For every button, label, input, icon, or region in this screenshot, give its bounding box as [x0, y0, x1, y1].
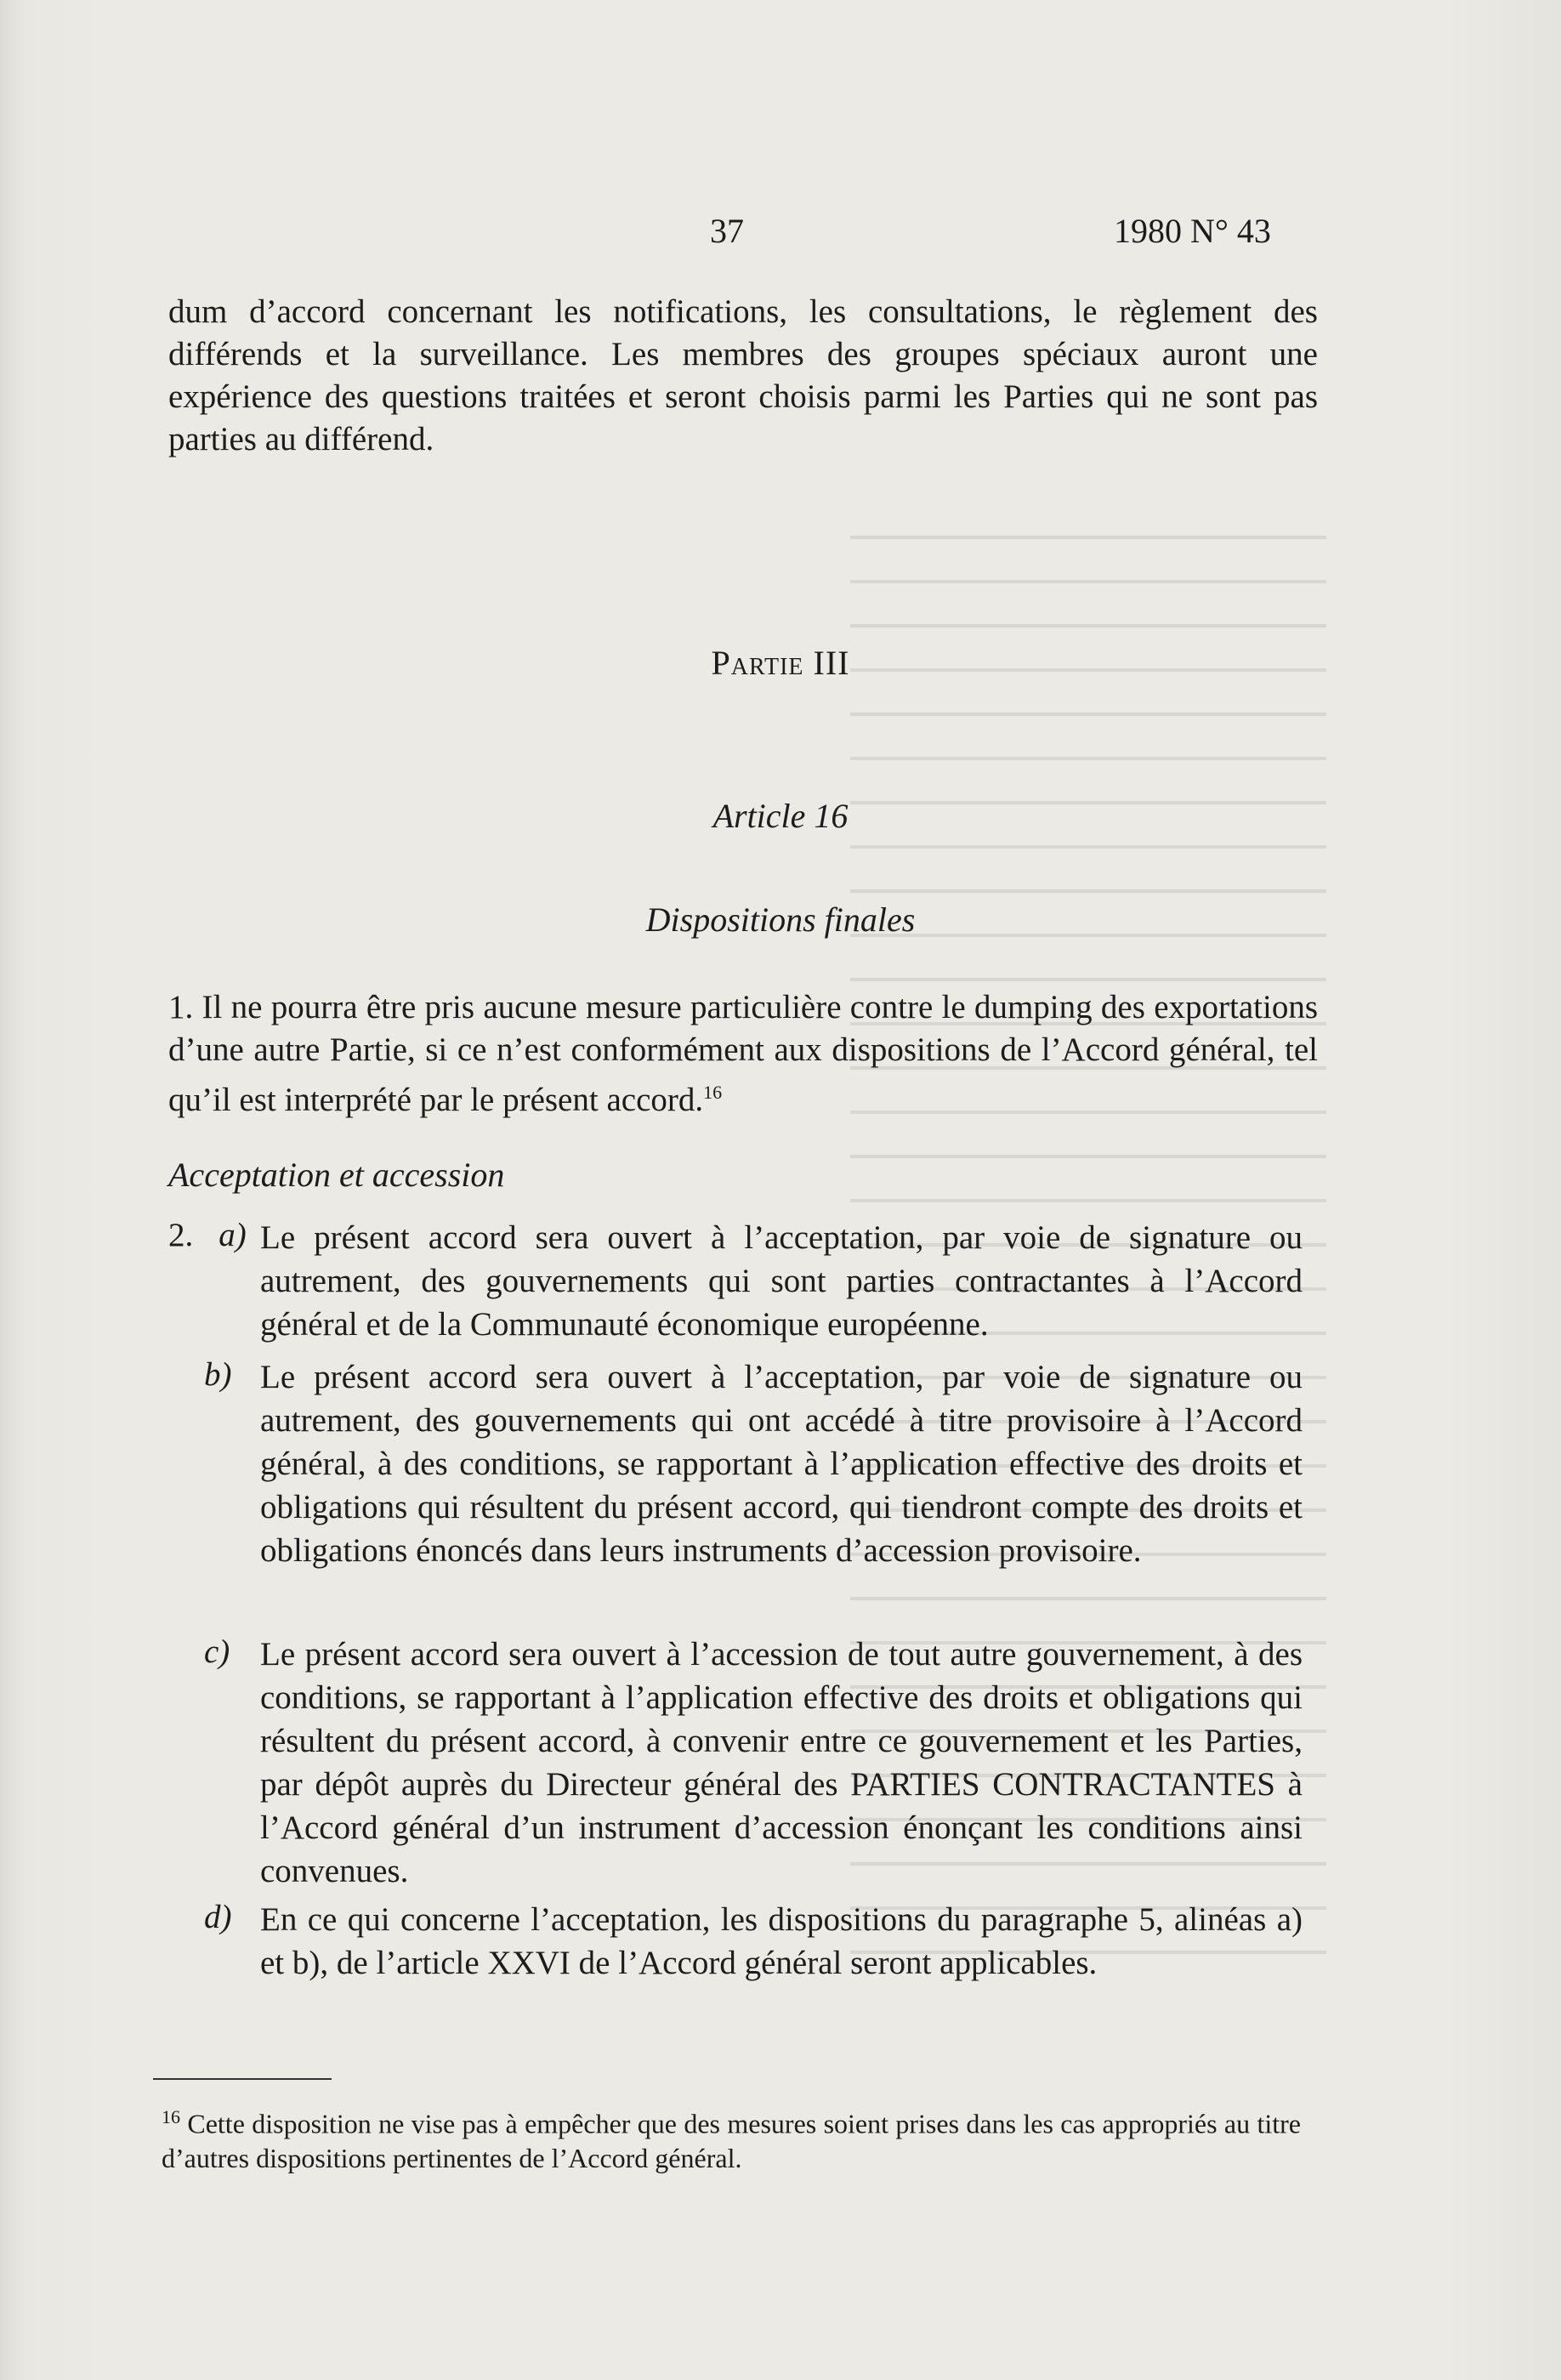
item-text: Le présent accord sera ouvert à l’accession de tout autre gouvernement, à des conditions, se rapportant à l’application effective des droits et obligations qui résultent du présent accord, à convenir entre ce gouvernement et les Parties, par dépôt auprès du Directeur général des PARTIES CONTRACTANTES à l’Accord général d’un instrument d’accession énonçant les conditions ainsi convenues. — [260, 1636, 1303, 1889]
paragraph-1 — [168, 986, 1318, 1122]
footnote-text: Cette disposition ne vise pas à empêcher que des mesures soient prises dans les cas appropriés au titre d’autres dispositions pertinentes de l’Accord général. — [162, 2108, 1302, 2173]
document-reference: 1980 N° 43 — [1114, 212, 1271, 250]
paragraph-1-text: Il ne pourra être pris aucune mesure particulière contre le dumping des exportations d’une autre Partie, si ce n’est conformément aux dispositions de l’Accord général, tel qu’il est interprété par le présent accord. — [168, 989, 1318, 1118]
paragraph-number: 1. — [168, 989, 194, 1025]
item-letter: b) — [204, 1356, 232, 1393]
footnote-divider — [153, 2078, 332, 2080]
footnote-number: 16 — [162, 2106, 180, 2127]
item-text: En ce qui concerne l’acceptation, les dispositions du paragraphe 5, alinéas a) et b), de l’article XXVI de l’Accord général seront applicables. — [260, 1901, 1303, 1981]
item-letter: c) — [204, 1633, 230, 1670]
paragraph-number: 2. — [168, 1217, 194, 1253]
intro-paragraph: dum d’accord concernant les notifications, les consultations, le règlement des différends et la surveillance. Les membres des groupes spéciaux auront une expérience des questions traitées et seront choisis parmi les Parties qui ne sont pas parties au différend. — [168, 293, 1318, 457]
footnote-reference: 16 — [703, 1082, 723, 1103]
item-label — [168, 1216, 247, 1254]
part-heading: Partie III — [711, 644, 850, 682]
page-header — [0, 211, 1561, 262]
item-letter: d) — [204, 1899, 232, 1935]
article-heading: Article 16 — [712, 797, 849, 835]
item-text: Le présent accord sera ouvert à l’acceptation, par voie de signature ou autrement, des gouvernements qui sont parties contractantes à l’Accord général et de la Communauté économique européenne. — [260, 1219, 1303, 1343]
item-text: Le présent accord sera ouvert à l’acceptation, par voie de signature ou autrement, des gouvernements qui ont accédé à titre provisoire à l’Accord général, à des conditions, se rapportant à l’application effective des droits et obligations qui résultent du présent accord, qui tiendront compte des droits et obligations énoncés dans leurs instruments d’accession provisoire. — [260, 1359, 1303, 1569]
page-number: 37 — [710, 212, 744, 250]
footnote — [162, 2100, 1301, 2175]
section-title: Dispositions finales — [645, 900, 916, 939]
item-letter: a) — [219, 1217, 247, 1253]
subheading: Acceptation et accession — [168, 1156, 505, 1194]
